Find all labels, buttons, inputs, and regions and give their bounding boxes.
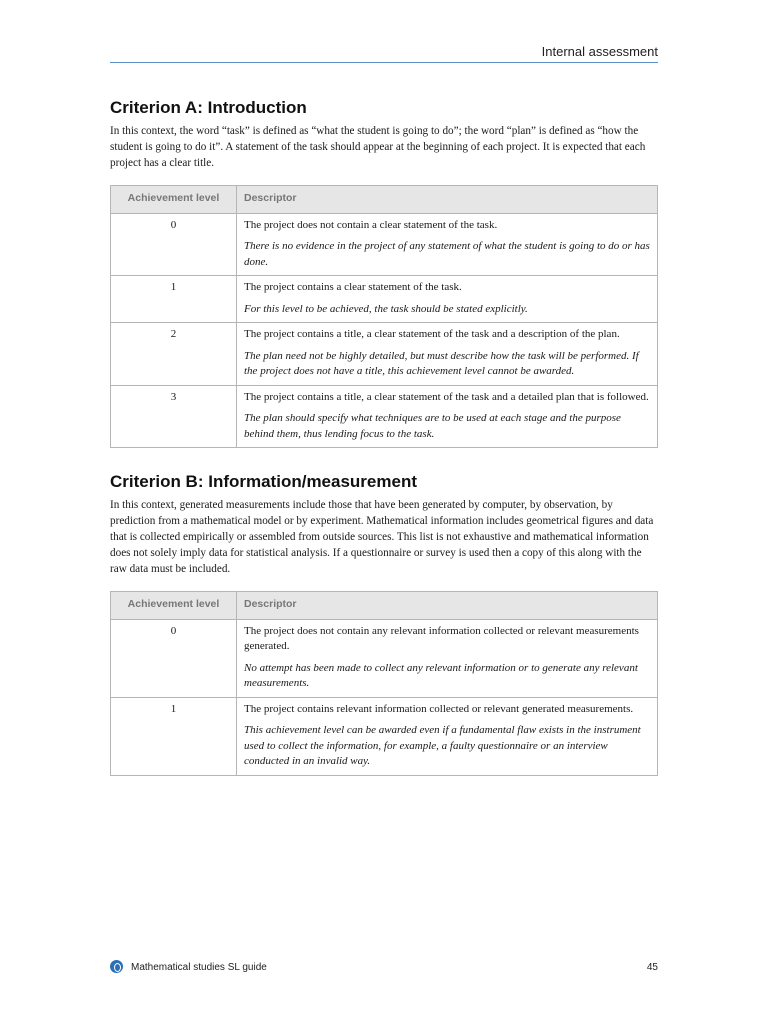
table-header-row <box>111 186 658 214</box>
criterion-a-section <box>110 98 658 448</box>
criterion-b-section <box>110 472 658 776</box>
descriptor-cell <box>237 276 658 323</box>
achievement-level-cell: 1 <box>111 697 237 775</box>
page-content <box>110 98 658 776</box>
achievement-level-cell: 0 <box>111 619 237 697</box>
criterion-a-table <box>110 185 658 448</box>
descriptor-cell <box>237 385 658 448</box>
col-achievement-level: Achievement level <box>111 592 237 620</box>
criterion-b-intro: In this context, generated measurements include those that have been generated by computer, by observation, by prediction from a mathematical model or by experiment. Mathematical information includes geometrical figures and data that is collected empirically or assembled from outside sources. This list is not exhaustive and mathematical information does not solely imply data for statistical analysis. If a questionnaire or survey is used then a copy of this along with the raw data must be included. <box>110 499 654 575</box>
table-row <box>111 323 658 386</box>
col-achievement-level: Achievement level <box>111 186 237 214</box>
descriptor-note: The plan need not be highly detailed, but must describe how the task will be performed. If the project does not have a title, this achievement level cannot be awarded. <box>244 349 639 377</box>
descriptor-text: The project does not contain any relevant information collected or relevant measurements generated. <box>244 624 639 652</box>
table-row <box>111 213 658 276</box>
descriptor-note: For this level to be achieved, the task should be stated explicitly. <box>244 302 528 315</box>
criterion-b-table <box>110 591 658 776</box>
descriptor-cell <box>237 213 658 276</box>
table-row <box>111 697 658 775</box>
col-descriptor: Descriptor <box>237 186 658 214</box>
achievement-level-cell: 3 <box>111 385 237 448</box>
table-row <box>111 385 658 448</box>
descriptor-text: The project contains a title, a clear statement of the task and a description of the plan. <box>244 328 620 340</box>
descriptor-cell <box>237 323 658 386</box>
achievement-level-cell: 2 <box>111 323 237 386</box>
descriptor-cell <box>237 619 658 697</box>
descriptor-note: This achievement level can be awarded even if a fundamental flaw exists in the instrument used to collect the information, for example, a faulty questionnaire or an interview conducted in an invalid way. <box>244 724 641 767</box>
criterion-b-heading: Criterion B: Information/measurement <box>110 472 417 491</box>
descriptor-text: The project does not contain a clear statement of the task. <box>244 218 498 231</box>
guide-title: Mathematical studies SL guide <box>131 962 267 973</box>
achievement-level-cell: 1 <box>111 276 237 323</box>
page-number: 45 <box>646 962 658 973</box>
criterion-a-heading: Criterion A: Introduction <box>110 98 307 117</box>
descriptor-text: The project contains a clear statement of the task. <box>244 281 462 293</box>
descriptor-text: The project contains relevant information collected or relevant generated measurements. <box>244 702 634 715</box>
table-row <box>111 276 658 323</box>
descriptor-text: The project contains a title, a clear statement of the task and a detailed plan that is followed. <box>244 390 649 403</box>
descriptor-cell <box>237 697 658 775</box>
ib-logo-icon <box>110 960 123 973</box>
descriptor-note: There is no evidence in the project of any statement of what the student is going to do or has done. <box>244 240 650 268</box>
table-row <box>111 619 658 697</box>
descriptor-note: The plan should specify what techniques are to be used at each stage and the purpose behind them, thus lending focus to the task. <box>244 412 621 440</box>
header-divider <box>110 62 658 63</box>
criterion-a-intro: In this context, the word “task” is defined as “what the student is going to do”; the word “plan” is defined as “how the student is going to do it”. A statement of the task should appear at the beginning of each project. It is expected that each project has a clear title. <box>110 125 646 169</box>
descriptor-note: No attempt has been made to collect any relevant information or to generate any relevant measurements. <box>244 661 638 689</box>
achievement-level-cell: 0 <box>111 213 237 276</box>
table-header-row <box>111 592 658 620</box>
col-descriptor: Descriptor <box>237 592 658 620</box>
running-header: Internal assessment <box>541 44 658 59</box>
